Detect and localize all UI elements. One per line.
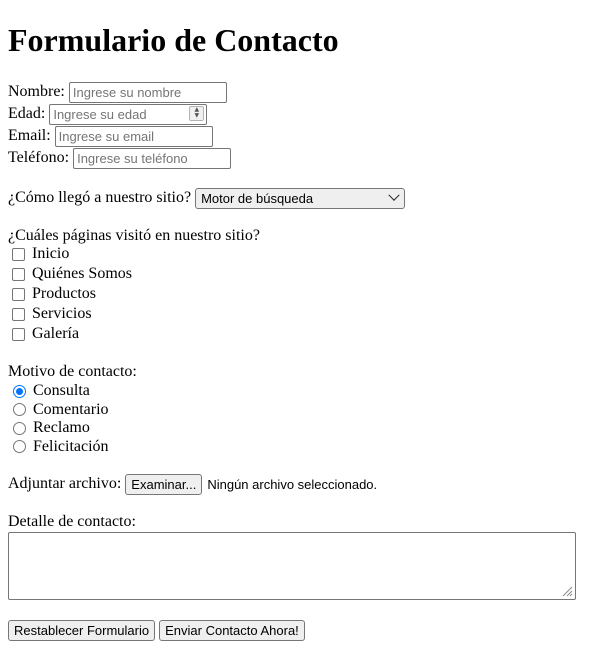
edad-number-field [49, 104, 207, 125]
checkbox[interactable] [12, 308, 25, 321]
email-label: Email: [8, 127, 51, 144]
form-actions [8, 620, 305, 641]
checkbox-label: Servicios [32, 305, 92, 322]
radio-label: Felicitación [33, 437, 109, 455]
checkbox-label: Galería [32, 325, 80, 342]
reason-label: Motivo de contacto: [8, 363, 137, 380]
referral-selected-value: Motor de búsqueda [201, 190, 314, 206]
checkbox-item-galeria[interactable] [8, 324, 132, 344]
browse-file-button[interactable]: Examinar... [125, 474, 202, 495]
checkbox-item-inicio[interactable] [8, 244, 132, 264]
submit-button[interactable]: Enviar Contacto Ahora! [159, 620, 305, 641]
attachment-row [8, 473, 377, 495]
nombre-input[interactable] [69, 82, 227, 103]
checkbox-item-servicios[interactable] [8, 304, 132, 324]
referral-label: ¿Cómo llegó a nuestro sitio? [8, 189, 192, 206]
referral-select[interactable] [195, 188, 405, 209]
radio-label: Reclamo [33, 419, 90, 437]
checkbox[interactable] [12, 268, 25, 281]
radio-label: Consulta [33, 382, 90, 400]
pages-visited-list [8, 244, 132, 344]
edad-row [8, 103, 207, 125]
telefono-row [8, 147, 231, 169]
chevron-down-icon [388, 190, 399, 201]
checkbox[interactable] [12, 328, 25, 341]
page-title: Formulario de Contacto [8, 22, 339, 58]
reset-button[interactable]: Restablecer Formulario [8, 620, 155, 641]
detail-label: Detalle de contacto: [8, 513, 136, 530]
reason-radio-group [8, 382, 109, 456]
radio-item-felicitacion[interactable] [8, 438, 109, 457]
telefono-label: Teléfono: [8, 149, 70, 166]
checkbox-item-productos[interactable] [8, 284, 132, 304]
detail-row [8, 511, 136, 533]
detail-textarea[interactable] [8, 532, 576, 600]
file-status-text: Ningún archivo seleccionado. [207, 476, 378, 492]
radio-item-reclamo[interactable] [8, 419, 109, 438]
checkbox-label: Productos [32, 285, 96, 302]
referral-row [8, 187, 405, 209]
email-input[interactable] [55, 126, 213, 147]
email-row [8, 125, 213, 147]
checkbox-label: Inicio [32, 245, 70, 262]
checkbox-item-quienes-somos[interactable] [8, 264, 132, 284]
nombre-row [8, 81, 227, 103]
edad-input[interactable] [49, 104, 207, 125]
telefono-input[interactable] [73, 148, 231, 169]
radio-item-comentario[interactable] [8, 401, 109, 420]
checkbox-label: Quiénes Somos [32, 265, 132, 282]
nombre-label: Nombre: [8, 83, 65, 100]
radio-item-consulta[interactable] [8, 382, 109, 401]
checkbox[interactable] [12, 288, 25, 301]
radio-button[interactable] [13, 422, 26, 435]
resize-grip-icon[interactable] [561, 585, 573, 597]
radio-button[interactable] [13, 403, 26, 416]
pages-visited-label: ¿Cuáles páginas visitó en nuestro sitio? [8, 227, 260, 244]
checkbox[interactable] [12, 248, 25, 261]
radio-button[interactable] [13, 385, 26, 398]
edad-label: Edad: [8, 105, 46, 122]
spinner-arrows-icon[interactable]: ▲ ▼ [189, 106, 204, 121]
reason-row [8, 361, 137, 383]
radio-label: Comentario [33, 400, 109, 418]
attachment-label: Adjuntar archivo: [8, 475, 122, 492]
radio-button[interactable] [13, 440, 26, 453]
